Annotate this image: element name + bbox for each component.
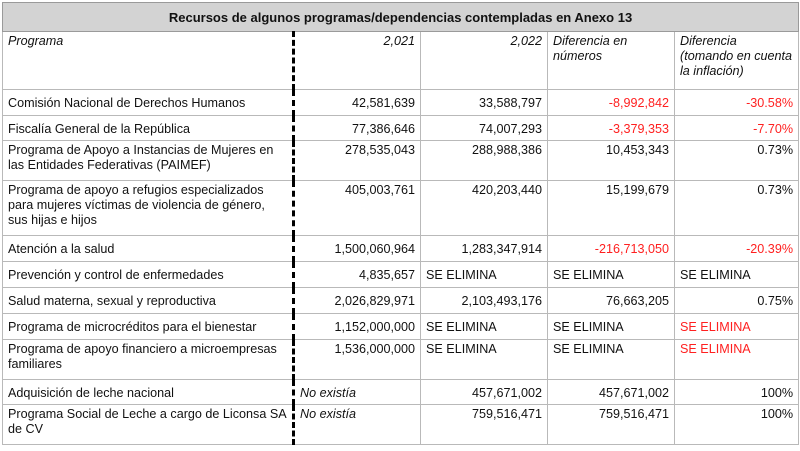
cell-2021: No existía [294,405,421,445]
cell-2021: 42,581,639 [294,90,421,116]
cell-diff: 457,671,002 [548,380,675,405]
table-row [3,181,799,236]
header-diff-inflation: Diferencia (tomando en cuenta la inflación) [675,32,799,90]
header-program: Programa [3,32,294,90]
cell-diff-inflation: -20.39% [675,236,799,262]
cell-diff-inflation: 0.73% [675,141,799,181]
cell-program: Programa de microcréditos para el bienestar [3,314,294,340]
table-title: Recursos de algunos programas/dependencias contempladas en Anexo 13 [3,3,799,32]
cell-diff-inflation: 100% [675,380,799,405]
cell-2022: 2,103,493,176 [421,288,548,314]
table-row [3,236,799,262]
cell-diff-inflation: SE ELIMINA [675,314,799,340]
cell-program: Adquisición de leche nacional [3,380,294,405]
cell-diff-inflation: 0.73% [675,181,799,236]
table-row [3,116,799,141]
table-row [3,314,799,340]
cell-2022: 74,007,293 [421,116,548,141]
cell-diff-inflation: SE ELIMINA [675,340,799,380]
cell-diff: 759,516,471 [548,405,675,445]
header-diff: Diferencia en números [548,32,675,90]
cell-2021: 2,026,829,971 [294,288,421,314]
cell-program: Programa de apoyo financiero a microempresas familiares [3,340,294,380]
cell-2022: 759,516,471 [421,405,548,445]
cell-diff: 15,199,679 [548,181,675,236]
cell-2022: 420,203,440 [421,181,548,236]
cell-diff-inflation: 0.75% [675,288,799,314]
cell-diff: -3,379,353 [548,116,675,141]
cell-2021: 405,003,761 [294,181,421,236]
cell-2021: 1,152,000,000 [294,314,421,340]
cell-2022: 1,283,347,914 [421,236,548,262]
cell-2021: 278,535,043 [294,141,421,181]
cell-2021: 77,386,646 [294,116,421,141]
cell-2022: SE ELIMINA [421,340,548,380]
cell-diff: 10,453,343 [548,141,675,181]
cell-2022: 33,588,797 [421,90,548,116]
header-row [3,32,799,90]
cell-program: Prevención y control de enfermedades [3,262,294,288]
cell-program: Salud materna, sexual y reproductiva [3,288,294,314]
table-row [3,340,799,380]
cell-program: Comisión Nacional de Derechos Humanos [3,90,294,116]
cell-2021: No existía [294,380,421,405]
cell-diff: SE ELIMINA [548,314,675,340]
header-2022: 2,022 [421,32,548,90]
cell-2022: 288,988,386 [421,141,548,181]
cell-diff: -216,713,050 [548,236,675,262]
table-row [3,141,799,181]
cell-diff: 76,663,205 [548,288,675,314]
cell-program: Programa de Apoyo a Instancias de Mujeres en las Entidades Federativas (PAIMEF) [3,141,294,181]
cell-program: Programa Social de Leche a cargo de Liconsa SA de CV [3,405,294,445]
cell-program: Programa de apoyo a refugios especializados para mujeres víctimas de violencia de género, sus hijas e hijos [3,181,294,236]
table-row [3,90,799,116]
cell-2022: SE ELIMINA [421,314,548,340]
cell-diff: SE ELIMINA [548,262,675,288]
cell-2021: 4,835,657 [294,262,421,288]
cell-program: Atención a la salud [3,236,294,262]
cell-diff-inflation: -30.58% [675,90,799,116]
table-row [3,288,799,314]
cell-program: Fiscalía General de la República [3,116,294,141]
cell-diff: SE ELIMINA [548,340,675,380]
cell-diff-inflation: 100% [675,405,799,445]
table-row [3,380,799,405]
budget-table [2,2,799,445]
cell-2022: SE ELIMINA [421,262,548,288]
cell-2021: 1,536,000,000 [294,340,421,380]
cell-diff-inflation: -7.70% [675,116,799,141]
cell-diff: -8,992,842 [548,90,675,116]
title-row [3,3,799,32]
table-row [3,262,799,288]
cell-2021: 1,500,060,964 [294,236,421,262]
header-2021: 2,021 [294,32,421,90]
cell-diff-inflation: SE ELIMINA [675,262,799,288]
spreadsheet [0,2,800,451]
table-row [3,405,799,445]
cell-2022: 457,671,002 [421,380,548,405]
